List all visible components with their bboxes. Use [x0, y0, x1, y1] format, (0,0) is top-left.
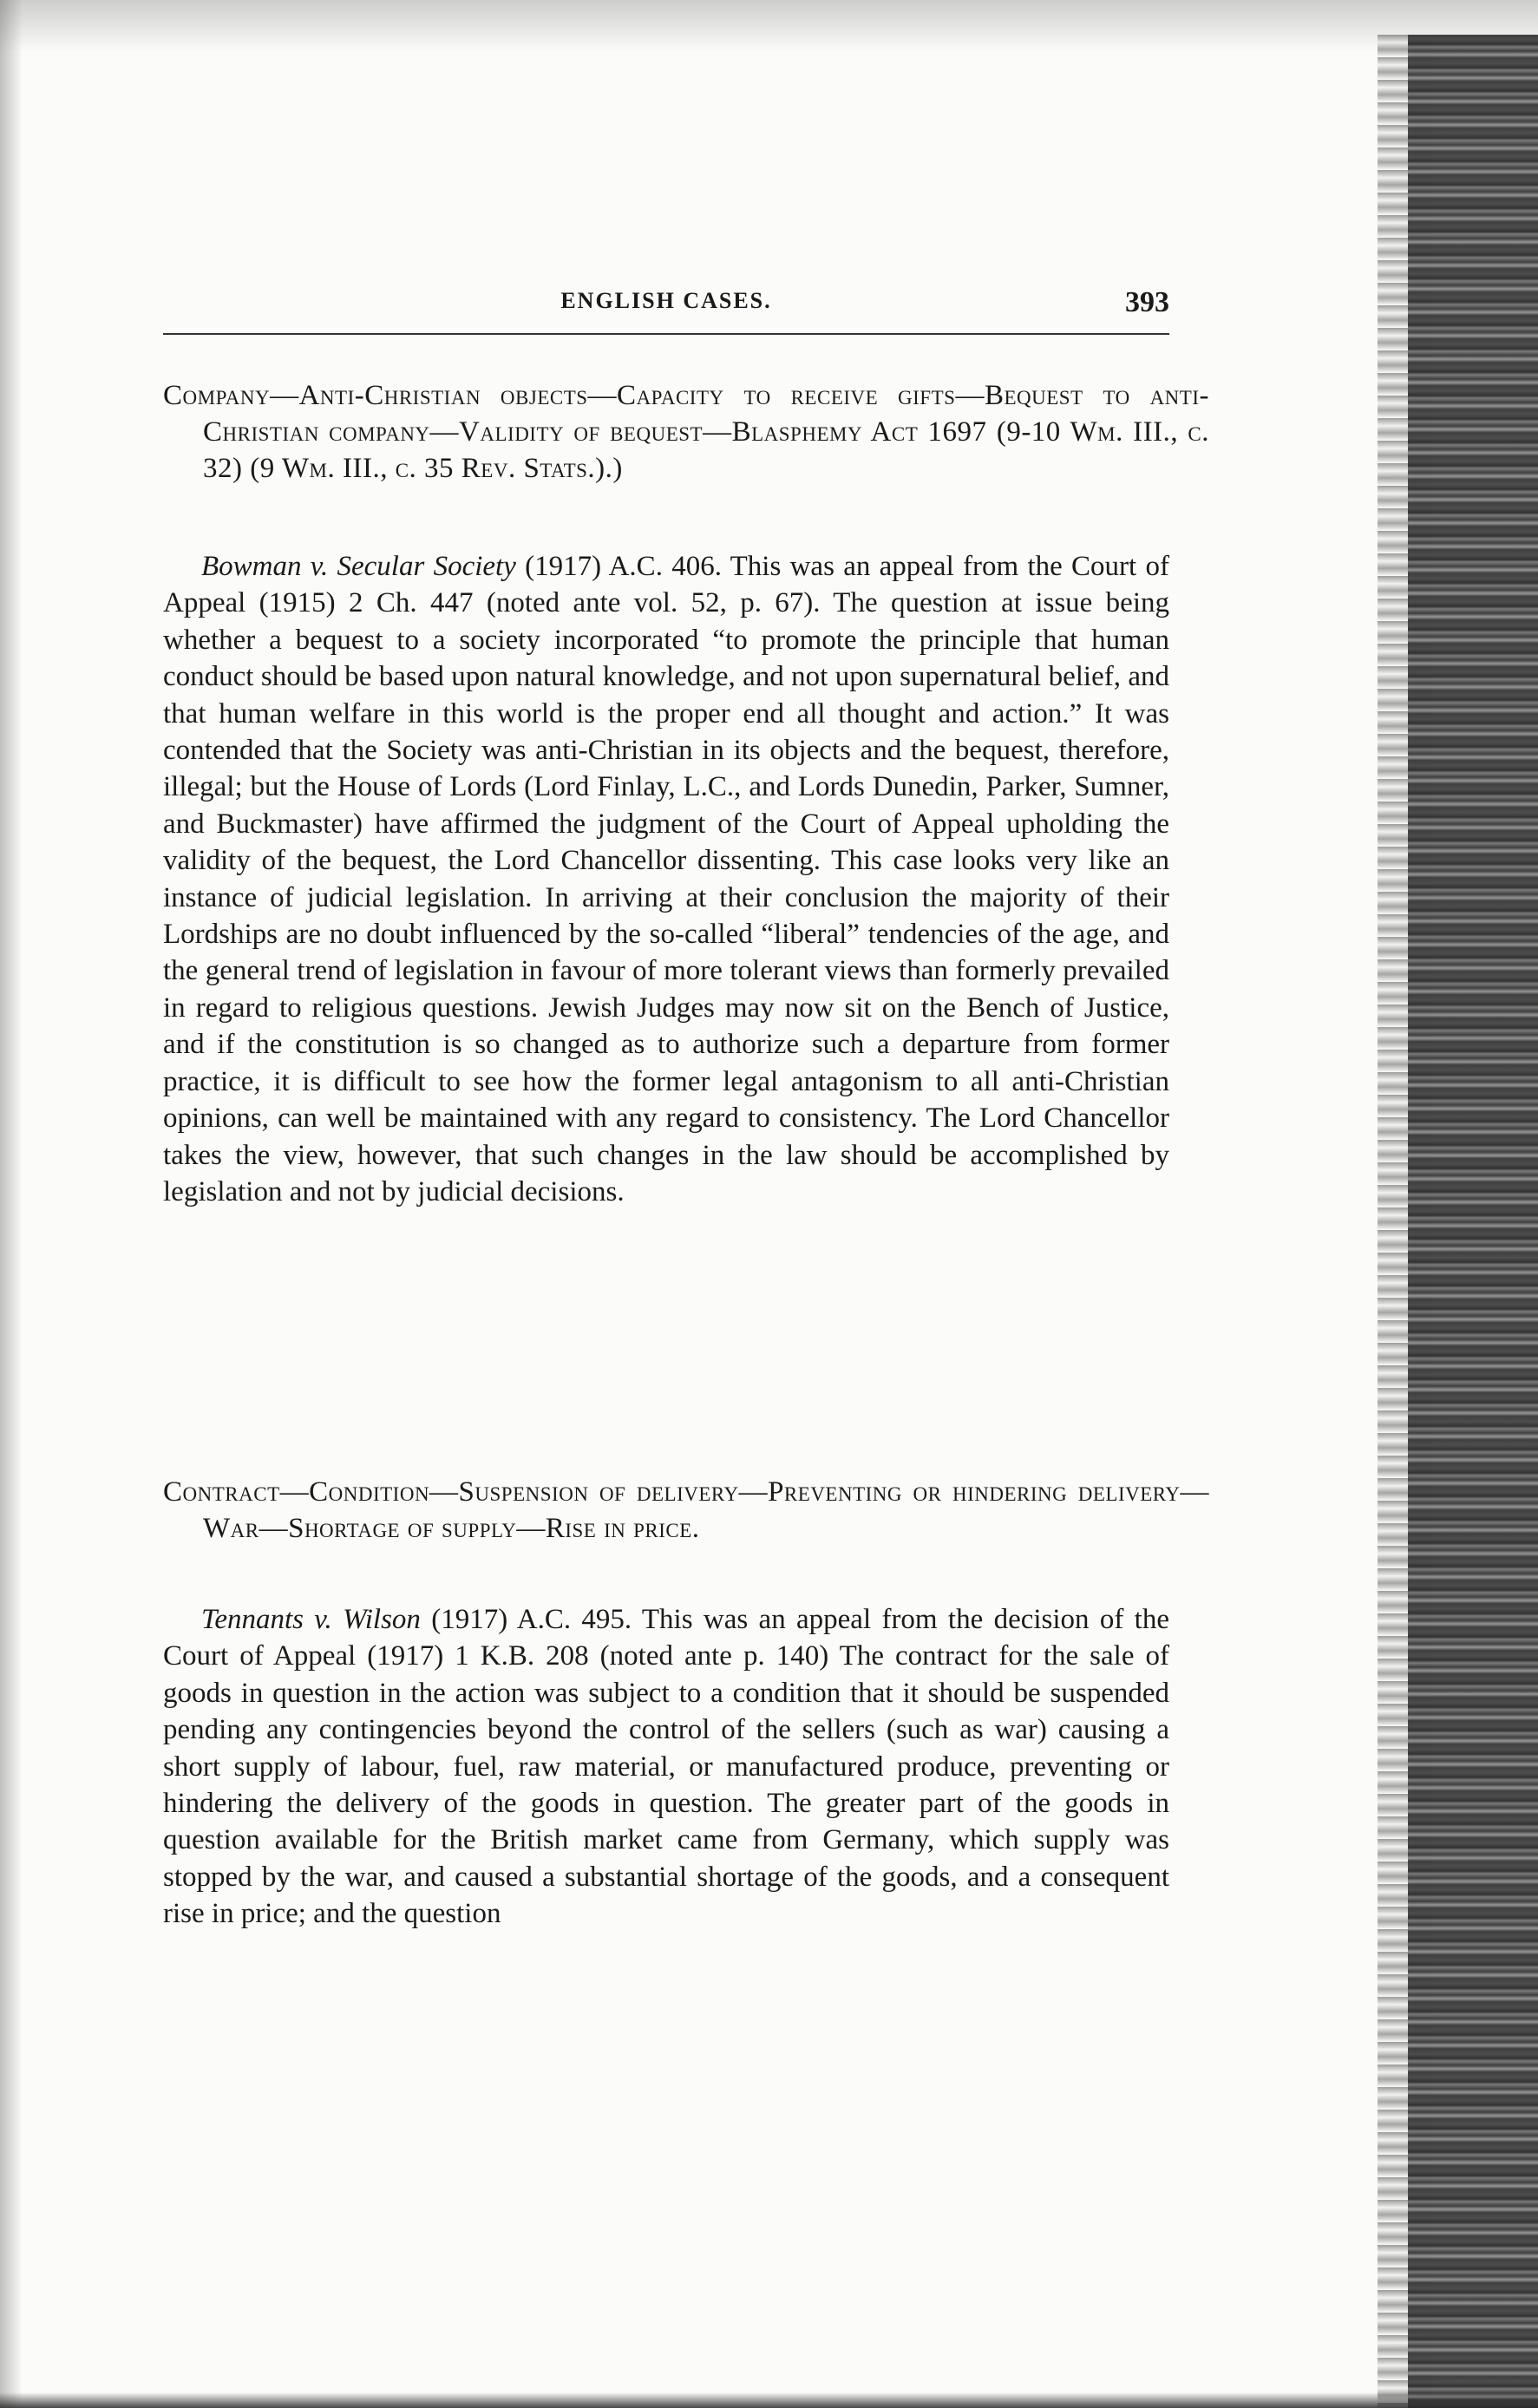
case-paragraph-tennants	[163, 1601, 1169, 1933]
header-rule	[163, 333, 1169, 335]
case-body: (1917) A.C. 406. This was an appeal from the Court of Appeal (1915) 2 Ch. 447 (noted ante vol. 52, p. 67). The question at issue being whether a bequest to a society incorporated “to promote the principle that human conduct should be based upon natural knowledge, and not upon supernatural belief, and that human welfare in this world is the proper end all thought and action.” It was contended that the Society was anti-Christian in its objects and the bequest, therefore, illegal; but the House of Lords (Lord Finlay, L.C., and Lords Dunedin, Parker, Sumner, and Buckmaster) have affirmed the judgment of the Court of Appeal upholding the validity of the bequest, the Lord Chancellor dissenting. This case looks very like an instance of judicial legislation. In arriving at their conclusion the majority of their Lordships are no doubt influenced by the so-called “liberal” tendencies of the age, and the general trend of legislation in favour of more tolerant views than formerly prevailed in regard to religious questions. Jewish Judges may now sit on the Bench of Justice, and if the constitution is so changed as to authorize such a departure from former practice, it is difficult to see how the former legal antagonism to all anti-Christian opinions, can well be maintained with any regard to consistency. The Lord Chancellor takes the view, however, that such changes in the law should be accomplished by legislation and not by judicial decisions.	[163, 551, 1169, 1207]
heading-text: Contract—Condition—Suspension of delivery—Preventing or hindering delivery—War—Shortage of supply—Rise in price.	[163, 1476, 1209, 1544]
section-heading-company	[163, 377, 1209, 487]
running-title: ENGLISH CASES.	[560, 288, 772, 313]
scan-binding-edge	[1408, 35, 1538, 2408]
case-body: (1917) A.C. 495. This was an appeal from the decision of the Court of Appeal (1917) 1 K.B. 208 (noted ante p. 140) The contract for the sale of goods in question in the action was subject to a condition that it should be suspended pending any contingencies beyond the control of the sellers (such as war) causing a short supply of labour, fuel, raw material, or manufactured produce, preventing or hindering the delivery of the goods in question. The greater part of the goods in question available for the British market came from Germany, which supply was stopped by the war, and caused a substantial shortage of the goods, and a consequent rise in price; and the question	[163, 1604, 1170, 1930]
scan-shadow-bottom	[0, 2392, 1538, 2408]
scan-shadow-left	[0, 0, 23, 2408]
section-heading-contract	[163, 1474, 1209, 1547]
heading-text: Company—Anti-Christian objects—Capacity to receive gifts—Bequest to anti-Christian company—Validity of bequest—Blasphemy Act 1697 (9-10 Wm. III., c. 32) (9 Wm. III., c. 35 Rev. Stats.).)	[163, 380, 1209, 484]
scan-shadow-top	[0, 0, 1538, 52]
case-name: Bowman v. Secular Society	[201, 551, 516, 582]
case-paragraph-bowman	[163, 548, 1169, 1210]
page-number: 393	[1125, 286, 1169, 318]
case-name: Tennants v. Wilson	[201, 1604, 421, 1635]
running-head	[163, 286, 1169, 328]
